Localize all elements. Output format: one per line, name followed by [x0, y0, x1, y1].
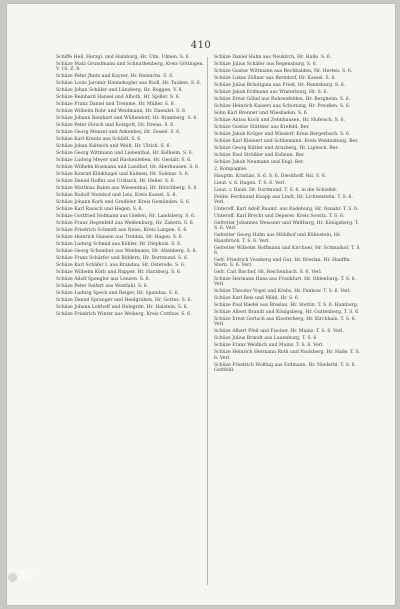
roster-entry: Schüze Daniel Spranger und Heidgraben, Hr. Gottes. S. 6.	[56, 298, 192, 304]
roster-entry: Schüze Georg Wittmann und Liebenthal, Hr. Kelheim. S. 6.	[56, 151, 194, 157]
roster-entry: Schüze Franz Schärfer und Biddern, Hr. Dortmund. S. 6.	[56, 256, 189, 262]
roster-entry: Schüze Paul Strößler und Kellenn. Ber.	[214, 153, 305, 158]
roster-entry: Schüze Gottfried Hofmann aus Gießen, Hr. Landsberg. S. 6.	[56, 214, 196, 220]
page-number: 410	[190, 40, 212, 51]
roster-entry: Schüze Julius Brandt aus Lauenburg, T. S. 6.	[214, 336, 318, 342]
roster-entry: Schüze Wilhelm Körb und Rupper, Hr. Harzberg. S. 6.	[56, 270, 182, 276]
roster-entry: Schüze Karl Kleinert und Schliemann. Kreis Weidenburg. Ber.	[214, 139, 359, 144]
roster-entry: Schüze Matthias Rahm aus Wiesenthal, Hr. Hirschberg. S. 6.	[56, 186, 198, 192]
roster-entry: Schüze Ludwig Schmid aus Köhler, Hr. Diepholz. S. 6.	[56, 242, 182, 248]
roster-entry: Schüze Peter Seifert aus Westfahl. S. 6.	[56, 284, 149, 290]
roster-entry: Schüze Georg Schomber aus Weidmann, Hr. Altenberg. S. 6.	[56, 249, 197, 255]
roster-entry: Schüze Johan Schiller und Lünsberg, Hr. Roggen. V. 8.	[56, 88, 183, 94]
roster-entry: Schüze Konrad Klinkhagel und Kalmen, Hr. Solebar. S. 6.	[56, 172, 190, 178]
roster-entry: Gefr. Carl Bischof, Hr. Reichenbach. S. 6. Verl.	[214, 270, 323, 276]
roster-entry: Schüze Louis Jaromir Hannekogler aus Rudl, Hr. Tauben. S. 6.	[56, 81, 202, 87]
roster-entry: Schüze Heinrich Hansen aus Trebbin, Hr. Hagen. S. 6.	[56, 235, 184, 241]
roster-entry: Schüze Georg Kittler und Arnsberg, Hr. Lipbeck. Ber.	[214, 146, 339, 151]
roster-entry: Schüze Karl Rausch und Hegen. S. 6.	[56, 207, 144, 213]
roster-entry: Schüze Daniel Hahn aus Neukirch, Hr. Halle. S. 6.	[214, 55, 332, 60]
roster-entry: Schüze Albert Pfeil und Fischer, Hr. Mainz. T. S. 6. Verl.	[214, 329, 344, 335]
column-divider	[207, 57, 208, 585]
watermark-text	[17, 571, 51, 580]
roster-entry: Unteroff. Karl Adolf Baumt. aus Radeburg, Hr. Osnabr. T. S. 6.	[214, 207, 359, 213]
roster-entry: Schiffe Heil. Herzgl. und Hamburg, Hr. Ulm. Ulmen. S. 6.	[56, 55, 191, 60]
roster-entry: Schüze Franz Hegenfeld aus Weißenburg, Hr. Zabern. S. 6.	[56, 221, 195, 227]
roster-entry: Gefreiter Georg Hahn aus Mühlhof und Kühnstein, Hr. Haxsbrück. T. S. 6. Verl.	[214, 233, 342, 244]
roster-entry: Gefreiter Johannes Weissner und Waltburg, Hr. Königsberg. T. S. 6. Verl.	[214, 221, 359, 232]
right-column	[210, 55, 364, 375]
roster-entry: Schüze Georg Menzel und Ankenbey, Hr. Zessel. S. 6.	[56, 130, 181, 136]
roster-entry: Schüze Franz Daniel und Tremme, Hr. Müller. S. 6.	[56, 102, 176, 108]
roster-entry: Schüze Albert Brandt und Königsberg, Hr. Guttenberg. T. S. 6.	[214, 310, 360, 316]
roster-entry: Schüze Ernst Göbel aus Ruhrenfelden, Hr. Bergheim. S. 6.	[214, 97, 351, 102]
roster-entry: Schüze Daniel Hoffer aus Ursbach, Hr. Heller. S. 6.	[56, 179, 176, 185]
roster-entry: Schüze Hermann Hans aus Frankfurt, Hr. Oldenburg. T. S. 6. Verl.	[214, 277, 357, 288]
roster-entry: Schüze Ludwig Speck und Reiger, Hr. Spandau. S. 6.	[56, 291, 180, 297]
text-columns	[52, 55, 376, 591]
watermark-line-2: Google	[17, 575, 30, 580]
roster-entry: Schüze Johann Reinhart und Wüllendorf, Hr. Bramberg. S. 6.	[56, 116, 198, 122]
roster-entry: Schüze Ludwig Meyer und Hackenleben, Hr. Gestalt. S. 6.	[56, 158, 192, 164]
left-column	[52, 55, 206, 319]
roster-entry: Schüze Adolf Spengler aus Lenzen. S. 6.	[56, 277, 150, 283]
roster-entry: Schüze Matz Grundmann und Schnuthenberg, Kreis Göttingen. V. 10. Z. 8.	[56, 62, 204, 73]
roster-entry: Schüze Theodor Vogel und Krebs, Hr. Pankow. T. S. 6. Verl.	[214, 289, 352, 295]
roster-entry: Schüze Anton Koch und Zehnhausen, Hr. Hufeisch. S. 6.	[214, 118, 345, 123]
roster-entry: 2. Kompagnie.	[214, 167, 248, 172]
roster-entry: Schüze Karl Schäfer I. aus Brandau, Hr. Osterode. S. 6.	[56, 263, 186, 269]
roster-entry: Schüze Wilhelm Rohr und Weidmann, Hr. Daendel. S. 6.	[56, 109, 187, 115]
roster-entry: Schüze Jakob Kröger und Windorf, Kreis Bergerbach. S. 6.	[214, 132, 351, 137]
roster-entry: Unteroff. Karl Brecht und Deperer. Kreis Sowitz. T. S. 6.	[214, 214, 345, 220]
roster-entry: Schüze Wilhelm Kosmann und Landhof, Hr. Aberhausen. S. 6.	[56, 165, 200, 171]
roster-entry: Schüze Friedrich Wolfing aus Erdmann, Hr. Niederbl. T. S. 6. Gottfeld.	[214, 362, 357, 373]
roster-entry: Gefreiter Wilhelm Hoffmann und Kirchner, Hr. Schmalhof. T. S. 6.	[214, 245, 361, 256]
roster-entry: Schüze Paul Riedel aus Breslau, Hr. Stettin. T. S. 6. Hamburg.	[214, 303, 359, 309]
roster-entry: Schüze Reinhard Hansel und Alboth, Hr. Spiller. S. 6.	[56, 95, 181, 101]
digitized-by-google-watermark	[7, 570, 51, 584]
roster-entry: Schüze Friedrich Schmidt aus Neiss, Kreis Langen. S. 6.	[56, 228, 188, 234]
roster-entry: Schüze Peter Hirsch und Kotzgott, Hr. Dreiss. S. 6.	[56, 123, 175, 129]
roster-entry: Schüze Franz Weidlich und Mainz. T. S. 6. Verl.	[214, 343, 324, 349]
roster-entry: Schüze Rudolf Steinhof und Leiz, Kreis Kassel. S. 6.	[56, 193, 177, 199]
roster-entry: Schüze Lukas Zöllner aus Berndorf, Hr. Kassel. S. 6.	[214, 76, 336, 81]
roster-entry: Hauptm. Kristian. S. 6. S. 6. Dieckhoff. Rsl. S. 6.	[214, 174, 327, 179]
roster-entry: Sohn Karl Brenner und Wiesbaden. S. 6.	[214, 111, 309, 116]
roster-entry: Schüze Gustav Wittmann aus Bechhalden, Hr. Herten. S. 6.	[214, 69, 353, 74]
roster-entry: Schüze Johann Leithoff und Helegrdn, Hr. Halstein. S. 6.	[56, 305, 189, 311]
roster-entry: Schüze Julius Schäfer aus Regensburg. S. 6.	[214, 62, 318, 67]
roster-entry: Schüze Jakob Neumann und Engl. Ber.	[214, 160, 305, 165]
roster-entry: Schüze Karl Reis und Mühl, Hr. S. 6.	[214, 296, 300, 302]
roster-entry: Schüze Ernst Gerlach aus Klosterberg, Hr. Kirchhain. T. S. 6. Verl.	[214, 317, 357, 328]
document-page	[7, 4, 395, 605]
roster-entry: Schüze Jakob Erdmann aus Winterburg, Hr. S. 6.	[214, 90, 328, 95]
watermark-line-1: Digitized by	[17, 571, 39, 575]
roster-entry: Lieut. v. d. Hagen. T. S. 6. Verl.	[214, 181, 286, 186]
roster-entry: Schüze Gustav Stättner aus Krefeld. Ber.	[214, 125, 310, 130]
roster-entry: Lieut. v. Raub. Hr. Dortmund. T. S. 6. in die Schießst.	[214, 188, 338, 193]
roster-entry: Schüze Julius Bräutigam aus Frieß, Hr. Rendsburg. S. 6.	[214, 83, 346, 88]
roster-entry: Schüze Peter Jhntz und Kayser, Hr. Rennichs. S. 6.	[56, 74, 174, 80]
roster-entry: Schüze Heinrich Kaisers aus Schornzig, Hr. Preußen. S. 6.	[214, 104, 351, 109]
roster-entry: Schüze Johan Kalteich und Weiß, Hr. Ulrich. S. 6.	[56, 144, 171, 150]
roster-entry: Schüze Heinrich Hermann Roth und Paulsberg, Hr. Halle. T. S. 6. Verl.	[214, 350, 361, 361]
roster-entry: Gefr. Friedrich Vossberg und Gut, Hr. Breslau. Hr. Hanffm. Stern. S. 6. Verl.	[214, 257, 351, 269]
roster-entry: Feldw. Ferdinand Knapp aus Lindt, Hr. Lichtenstein. T. S. 6. Verl.	[214, 195, 353, 206]
roster-entry: Schüze Johann Korb und Greifeler, Kreis Gemünden. S. 6.	[56, 200, 191, 206]
roster-entry: Schüze Karl Kreutz aus Schildt. S. 6.	[56, 137, 142, 143]
roster-entry: Schüze Friedrich Winter aus Weiberg, Kreis Cottbus. S. 6.	[56, 312, 192, 318]
